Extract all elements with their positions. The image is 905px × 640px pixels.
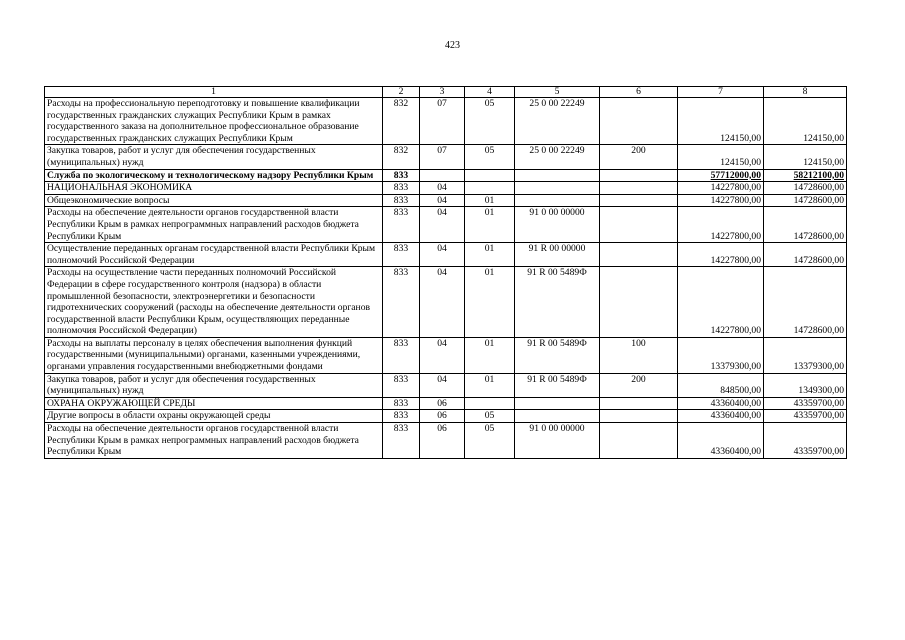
row-section: 07 [420,145,465,169]
row-amount-col7: 14227800,00 [678,207,764,243]
row-amount-col8: 124150,00 [764,98,847,145]
row-expense-type [600,243,678,267]
row-section: 06 [420,423,465,459]
row-amount-col8: 58212100,00 [764,169,847,182]
row-code: 833 [383,337,420,373]
row-code: 833 [383,194,420,207]
page-number: 423 [445,40,460,51]
row-code: 833 [383,423,420,459]
row-amount-col7: 43360400,00 [678,410,764,423]
table-row [45,423,847,459]
table-row [45,243,847,267]
row-amount-col8: 14728600,00 [764,243,847,267]
row-code: 833 [383,243,420,267]
row-name: Осуществление переданных органам государственной власти Республики Крым полномочий Российской Федерации [45,243,383,267]
row-subsection: 05 [465,410,515,423]
row-article: 91 R 00 00000 [515,243,600,267]
row-amount-col7: 13379300,00 [678,337,764,373]
row-code: 832 [383,145,420,169]
table-row [45,207,847,243]
row-name: Другие вопросы в области охраны окружающей среды [45,410,383,423]
row-amount-col7: 57712000,00 [678,169,764,182]
row-section: 04 [420,337,465,373]
row-subsection: 05 [465,145,515,169]
row-expense-type [600,182,678,195]
row-amount-col8: 13379300,00 [764,337,847,373]
row-amount-col8: 43359700,00 [764,397,847,410]
table-row [45,169,847,182]
row-code: 833 [383,169,420,182]
row-expense-type [600,194,678,207]
row-amount-col8: 1349300,00 [764,373,847,397]
table-body [45,87,847,459]
row-name: Расходы на осуществление части переданных полномочий Российской Федерации в сфере государственного контроля (надзора) в области промышленной безопасности, электроэнергетики и безопасности гидротехнических сооружений (расходы на обеспечение деятельности органов государственной власти Республики Крым, осуществляющих переданные полномочия Российской Федерации) [45,267,383,338]
row-code: 833 [383,397,420,410]
table-row [45,410,847,423]
row-expense-type [600,410,678,423]
row-expense-type [600,267,678,338]
row-expense-type [600,169,678,182]
table-row [45,145,847,169]
row-article: 91 R 00 5489Ф [515,267,600,338]
row-section: 04 [420,243,465,267]
column-number: 6 [600,87,678,98]
row-code: 833 [383,267,420,338]
column-number: 4 [465,87,515,98]
column-number: 7 [678,87,764,98]
table-row [45,267,847,338]
table-row [45,194,847,207]
row-amount-col7: 43360400,00 [678,423,764,459]
column-number: 5 [515,87,600,98]
row-amount-col8: 14728600,00 [764,194,847,207]
row-article [515,194,600,207]
row-article: 25 0 00 22249 [515,145,600,169]
row-subsection: 01 [465,337,515,373]
row-subsection [465,169,515,182]
row-section: 07 [420,98,465,145]
row-section [420,169,465,182]
row-code: 833 [383,207,420,243]
row-name: Закупка товаров, работ и услуг для обеспечения государственных (муниципальных) нужд [45,373,383,397]
row-section: 04 [420,373,465,397]
row-expense-type [600,207,678,243]
row-name: Служба по экологическому и технологическому надзору Республики Крым [45,169,383,182]
column-number: 8 [764,87,847,98]
row-amount-col7: 14227800,00 [678,194,764,207]
row-section: 06 [420,397,465,410]
row-section: 04 [420,182,465,195]
row-expense-type: 200 [600,373,678,397]
column-number: 2 [383,87,420,98]
row-section: 04 [420,267,465,338]
row-amount-col7: 14227800,00 [678,182,764,195]
row-amount-col7: 14227800,00 [678,243,764,267]
row-code: 833 [383,182,420,195]
row-name: Общеэкономические вопросы [45,194,383,207]
table-row [45,337,847,373]
row-article: 91 R 00 5489Ф [515,373,600,397]
row-article [515,397,600,410]
row-article [515,169,600,182]
column-number: 1 [45,87,383,98]
row-code: 833 [383,410,420,423]
table-row [45,182,847,195]
row-amount-col8: 43359700,00 [764,410,847,423]
table-row [45,397,847,410]
row-name: Расходы на обеспечение деятельности органов государственной власти Республики Крым в рамках непрограммных направлений расходов бюджета Республики Крым [45,207,383,243]
row-article: 91 R 00 5489Ф [515,337,600,373]
row-amount-col8: 43359700,00 [764,423,847,459]
row-article [515,410,600,423]
row-section: 04 [420,207,465,243]
row-amount-col8: 14728600,00 [764,267,847,338]
row-article [515,182,600,195]
row-amount-col7: 124150,00 [678,98,764,145]
row-amount-col8: 14728600,00 [764,207,847,243]
row-name: Закупка товаров, работ и услуг для обеспечения государственных (муниципальных) нужд [45,145,383,169]
row-name: Расходы на обеспечение деятельности органов государственной власти Республики Крым в рамках непрограммных направлений расходов бюджета Республики Крым [45,423,383,459]
column-number-row [45,87,847,98]
row-subsection: 01 [465,194,515,207]
row-code: 832 [383,98,420,145]
row-name: Расходы на профессиональную переподготовку и повышение квалификации государственных гражданских служащих Республики Крым в рамках государственного заказа на дополнительное профессиональное образование государственных гражданских служащих Республики Крым [45,98,383,145]
row-expense-type [600,423,678,459]
row-subsection: 05 [465,98,515,145]
row-article: 91 0 00 00000 [515,207,600,243]
row-amount-col7: 43360400,00 [678,397,764,410]
row-subsection [465,397,515,410]
row-expense-type [600,98,678,145]
row-amount-col7: 124150,00 [678,145,764,169]
row-code: 833 [383,373,420,397]
row-expense-type: 100 [600,337,678,373]
budget-table [44,86,847,459]
row-article: 91 0 00 00000 [515,423,600,459]
row-subsection: 01 [465,267,515,338]
row-section: 04 [420,194,465,207]
row-article: 25 0 00 22249 [515,98,600,145]
column-number: 3 [420,87,465,98]
row-name: НАЦИОНАЛЬНАЯ ЭКОНОМИКА [45,182,383,195]
row-expense-type: 200 [600,145,678,169]
row-subsection: 01 [465,243,515,267]
row-amount-col8: 14728600,00 [764,182,847,195]
row-subsection: 01 [465,207,515,243]
row-section: 06 [420,410,465,423]
table-row [45,373,847,397]
row-name: Расходы на выплаты персоналу в целях обеспечения выполнения функций государственными (муниципальными) органами, казенными учреждениями, органами управления государственными внебюджетными фондами [45,337,383,373]
table-row [45,98,847,145]
row-expense-type [600,397,678,410]
row-amount-col7: 14227800,00 [678,267,764,338]
row-name: ОХРАНА ОКРУЖАЮЩЕЙ СРЕДЫ [45,397,383,410]
row-amount-col8: 124150,00 [764,145,847,169]
row-subsection: 05 [465,423,515,459]
row-subsection [465,182,515,195]
row-subsection: 01 [465,373,515,397]
row-amount-col7: 848500,00 [678,373,764,397]
